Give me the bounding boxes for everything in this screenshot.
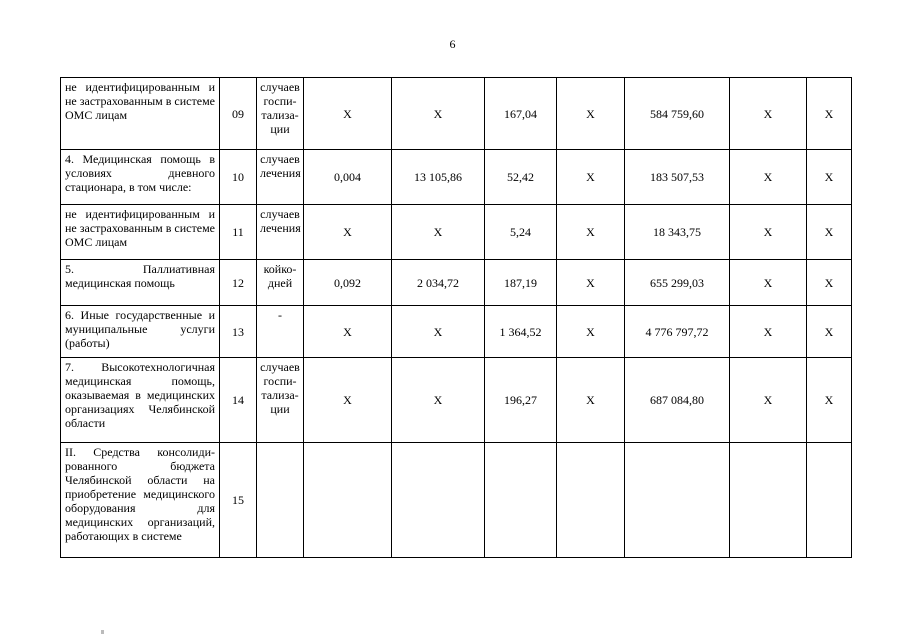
row-code: 11 <box>220 205 257 260</box>
row-cost: Х <box>392 78 485 150</box>
row-code: 13 <box>220 306 257 358</box>
row-cost: Х <box>392 205 485 260</box>
row-per-capita-oms: Х <box>557 358 625 443</box>
row-total-oms: Х <box>730 78 807 150</box>
row-per-capita: 1 364,52 <box>485 306 557 358</box>
table-row <box>61 150 852 205</box>
page-number: 6 <box>449 37 456 51</box>
row-unit: случаев госпитализации <box>257 358 304 443</box>
table-row <box>61 205 852 260</box>
table-row <box>61 78 852 150</box>
row-unit: случаев госпитализации <box>257 78 304 150</box>
row-per-capita <box>485 443 557 558</box>
row-percent: Х <box>807 306 852 358</box>
row-per-capita-oms: Х <box>557 78 625 150</box>
row-name: 7. Высокотехнологичная медицинская помощь, оказываемая в медицинских организациях Челябинской области <box>61 358 220 443</box>
row-total-budget: 183 507,53 <box>625 150 730 205</box>
row-total-oms: Х <box>730 306 807 358</box>
row-percent: Х <box>807 205 852 260</box>
table-row <box>61 358 852 443</box>
row-name: не идентифицированным и не застрахованным в системе ОМС лицам <box>61 205 220 260</box>
row-per-capita-oms: Х <box>557 150 625 205</box>
row-per-capita: 187,19 <box>485 260 557 306</box>
row-name: II. Средства консолидированного бюджета Челябинской области на приобретение медицинского оборудования для медицинских организаций, работающих в системе <box>61 443 220 558</box>
row-cost: 2 034,72 <box>392 260 485 306</box>
row-volume: Х <box>304 205 392 260</box>
row-per-capita: 52,42 <box>485 150 557 205</box>
row-total-budget: 687 084,80 <box>625 358 730 443</box>
row-code: 15 <box>220 443 257 558</box>
row-code: 12 <box>220 260 257 306</box>
row-total-budget: 4 776 797,72 <box>625 306 730 358</box>
row-code: 10 <box>220 150 257 205</box>
row-unit: случаев лечения <box>257 205 304 260</box>
row-volume: 0,092 <box>304 260 392 306</box>
table-row <box>61 443 852 558</box>
row-volume: Х <box>304 78 392 150</box>
row-per-capita: 196,27 <box>485 358 557 443</box>
row-total-oms: Х <box>730 150 807 205</box>
table-row <box>61 306 852 358</box>
row-code: 09 <box>220 78 257 150</box>
scan-speck <box>101 630 104 634</box>
row-total-budget: 584 759,60 <box>625 78 730 150</box>
row-code: 14 <box>220 358 257 443</box>
row-percent: Х <box>807 358 852 443</box>
row-percent <box>807 443 852 558</box>
row-per-capita: 5,24 <box>485 205 557 260</box>
row-per-capita-oms: Х <box>557 306 625 358</box>
row-total-oms: Х <box>730 260 807 306</box>
row-cost: Х <box>392 358 485 443</box>
row-total-budget <box>625 443 730 558</box>
row-volume <box>304 443 392 558</box>
table-row <box>61 260 852 306</box>
row-unit: - <box>257 306 304 358</box>
row-name: не идентифицированным и не застрахованным в системе ОМС лицам <box>61 78 220 150</box>
row-total-oms <box>730 443 807 558</box>
row-per-capita-oms <box>557 443 625 558</box>
row-cost <box>392 443 485 558</box>
row-total-oms: Х <box>730 358 807 443</box>
row-name: 5. Паллиативная медицинская помощь <box>61 260 220 306</box>
row-unit: койко-дней <box>257 260 304 306</box>
row-cost: Х <box>392 306 485 358</box>
financing-table <box>60 77 852 558</box>
row-total-budget: 655 299,03 <box>625 260 730 306</box>
row-volume: Х <box>304 306 392 358</box>
row-volume: 0,004 <box>304 150 392 205</box>
row-volume: Х <box>304 358 392 443</box>
row-name: 4. Медицинская помощь в условиях дневного стационара, в том числе: <box>61 150 220 205</box>
row-unit <box>257 443 304 558</box>
row-percent: Х <box>807 150 852 205</box>
row-per-capita: 167,04 <box>485 78 557 150</box>
row-percent: Х <box>807 78 852 150</box>
row-percent: Х <box>807 260 852 306</box>
row-total-budget: 18 343,75 <box>625 205 730 260</box>
row-cost: 13 105,86 <box>392 150 485 205</box>
row-total-oms: Х <box>730 205 807 260</box>
row-unit: случаев лечения <box>257 150 304 205</box>
row-name: 6. Иные государственные и муниципальные услуги (работы) <box>61 306 220 358</box>
row-per-capita-oms: Х <box>557 260 625 306</box>
row-per-capita-oms: Х <box>557 205 625 260</box>
